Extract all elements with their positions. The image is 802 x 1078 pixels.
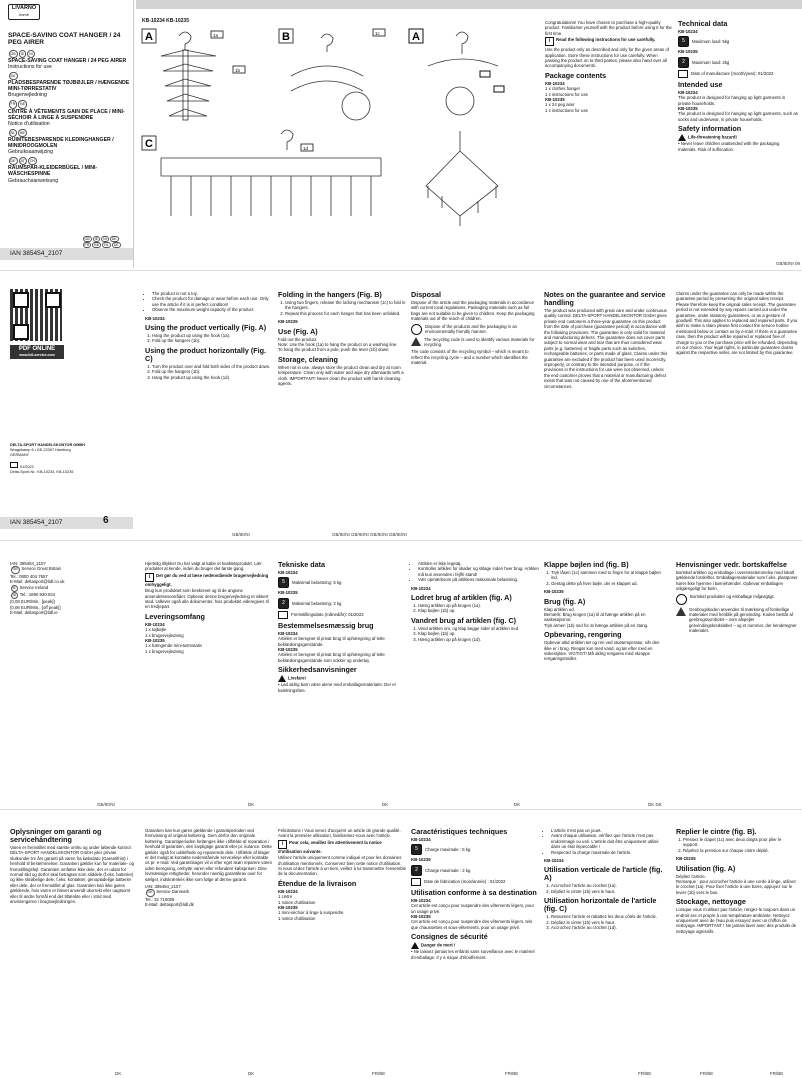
callout-1b: 1b (235, 68, 241, 73)
dk-vertical-title: Lodret brug af artiklen (fig. A) (411, 593, 512, 603)
cover-title-nl: RUIMTEBESPARENDE KLEDINGHANGER / MINIDROOGMOLEN (8, 136, 114, 150)
dk-tech-title: Tekniske data (278, 560, 326, 569)
band4-footer: DK (115, 1071, 122, 1076)
weight-icon: 2 (278, 598, 289, 609)
en-intro-p1: Congratulations! You have chosen to purchase a high-quality product. Familiarise yourself with the product before using it for the first time. (545, 20, 672, 36)
company-country: GERMANY (10, 453, 30, 457)
band4-footer: DK (248, 1071, 255, 1076)
pkg-item: 1 x instructions for use (545, 91, 588, 97)
dk-use-text: Artiklen er beregnet til privat brug til ophængning af lette beklædningsgenstande som sokker og undertøj. (278, 652, 385, 663)
pkg-item: 1 mini-séchoir à linge à suspendre (278, 910, 344, 916)
en-col-5 (544, 291, 668, 389)
never-leave-text: Lad aldrig børn være alene med emballagematerialet. Der er kvælningsfare. (278, 682, 397, 693)
fr-storage-text: Lorsque vous n'utilisez pas l'article, rangez-le toujours dans un endroit sec et propre à une température ambiante. Nettoyez uniquement avec de l'eau puis essuyez avec un chiffon de nettoyage. IMPORTANT ! Ne jamais laver avec des produits de nettoyage agressifs. (676, 907, 797, 934)
step: 3. Hæng artiklen op på krogen (1d). (418, 637, 539, 642)
use-model-1: KB-10234 (678, 89, 698, 95)
model-label: KB-10234 (411, 897, 431, 903)
band-en-instructions (0, 270, 802, 539)
step: 1. Hang the product up using the hook (1a). (152, 333, 273, 338)
delta-sport-number: Delta-Sport-Nr.: KB-10234, KB-10235 (10, 470, 74, 474)
fr-use-text: Cet article est conçu pour suspendre des vêtements légers, tels que chaussettes et sous-vêtements, pour un usage privé. (411, 919, 533, 930)
manufacture-date: Date de fabrication (mois/année) : 01/2022 (424, 879, 506, 885)
dk-folding-title: Klappe bøjlen ind (fig. B) (544, 560, 629, 569)
band3-footer: DK (514, 802, 521, 807)
storage-text: When not in use, always store the product clean and dry at room temperature. Clean only with water and wipe dry afterwards with a cloth. IMPORTANT! Never clean the product with harsh cleaning agents. (278, 364, 404, 387)
max-load: Charge maximale : 2 kg (425, 867, 471, 873)
fr-tech-title: Caractéristiques techniques (411, 827, 508, 836)
figure-a (142, 29, 245, 120)
fr-col-6 (676, 828, 798, 934)
service-gb: Service Great Britain (21, 566, 62, 572)
never-leave-text: Never leave children unattended with the packaging materials. Risk of suffocation. (678, 141, 780, 152)
fr-folding-title: Replier le cintre (fig. B). (676, 827, 757, 836)
step: 2. Fold up the hangers (1b). (152, 338, 273, 343)
safety-bullet: • Avant chaque utilisation, vérifiez que l'article n'est pas endommagé ou usé. L'article doit être uniquement utilisé dans un état impeccable ! (551, 833, 668, 849)
model-header: KB-10234 KB-10235 (142, 18, 189, 24)
hazard-text: Danger de mort ! (421, 942, 456, 948)
weight-icon: 5 (678, 36, 689, 47)
service-tel: Tel.: 0800 404 7657 (10, 573, 48, 579)
vertical-use-title: Using the product vertically (Fig. A) (145, 323, 267, 333)
model-label: KB-10234 (411, 837, 431, 842)
step: 2. Dépliez le cintre (1b) vers le haut. (551, 889, 668, 894)
model-label: KB-10235 (278, 319, 298, 325)
en-intro-p2: Use the product only as described and only for the given areas of application. Store these instructions for use carefully. When passing the product on to third parties, please also hand over all accompanying documents. (545, 47, 669, 69)
warning-icon (411, 942, 419, 949)
factory-icon (278, 611, 288, 619)
max-load: Maksimal belastning: 2 kg (292, 600, 342, 606)
dk-package-title: Leveringsomfang (145, 611, 205, 621)
safety-bullet: • L'article n'est pas un jouet. (551, 828, 668, 833)
livarno-logo (8, 4, 40, 20)
recycling-code-text: The recycling code is used to identify various materials for recycling. (424, 336, 535, 348)
guarantee-title: Notes on the guarantee and service handling (544, 290, 666, 307)
manufacture-date: Fremstillingsdato (måned/år): 01/2022 (291, 612, 364, 618)
pkg-item: 1 notice d'utilisation (278, 899, 316, 905)
pkg-item: KB-10234 (545, 80, 565, 86)
tech-data-column: Technical data KB-10234 5 Maximum load: 5kg KB-10235 2 Maximum load: 2kg Date of manufacture (month/year): 01/2022 Intended use KB-10234 The product is designed for hanging up light garments in private households. KB-10235 The product is designed for hanging up light garments, such as socks and underwear, in private households. Safety information Life-threatening hazard! • Never leave children unattended with the packaging materials. Risk of suffocation. (678, 19, 798, 152)
dk-intro: Hjertelig tillykke! Du har valgt at købe et kvalitetsprodukt. Lær produktet at kende, inden du bruger det første gang. (145, 561, 262, 572)
intended-use-title: Intended use (678, 79, 723, 89)
en-intro-column (545, 20, 673, 113)
recycling-code-icon (411, 337, 421, 346)
fr-use-p1: Dépliez l'article. (676, 873, 706, 879)
model-label: KB-10234 (544, 858, 564, 864)
fr-col-5 (544, 828, 668, 930)
step: 2. Klap bøjlen (1b) op. (418, 608, 539, 613)
callout-1c: 1c (375, 31, 380, 36)
dk-use-fig-title: Brug (fig. A) (544, 596, 586, 606)
pkg-item: KB-10235 (545, 97, 565, 103)
max-load: Charge maximale : 5 kg (425, 847, 471, 853)
fr-col-4: Caractéristiques techniques KB-10234 5 Charge maximale : 5 kg KB-10235 2 Charge maximale : 2 kg Date de fabrication (mois/année) : 01/2022 Utilisation conforme à sa destination KB-10234 Cet article est conçu pour suspendre des vêtements légers, pour un usage privé. KB-10235 Cet article est conçu pour suspendre des vêtements légers, tels que chaussettes et sous-vêtements, pour un usage privé. Consignes de sécurité Danger de mort ! • Ne laissez jamais les enfants sans surveillance avec le matériel d'emballage. Il y a risque d'étouffement. (411, 828, 539, 960)
service-column: IAN: 385454_2107 GB Service Great Britain Tel.: 0800 404 7657 E-Mail: deltasport@lidl.co.uk IE Service Ireland NI Tel.: 1890 930 034 (0,08 EUR/Min., [peak]) (0,06 EUR/Min., [off peak]) E-Mail: deltasport@lidl.ie (10, 561, 135, 616)
fig-b-label: B (282, 31, 290, 43)
step: 1. Hæng artiklen op på krogen (1a). (418, 603, 539, 608)
band4-footer: FR/BE (372, 1071, 386, 1076)
logo-sub: home (18, 12, 29, 17)
release-date: 01/2022 (20, 465, 34, 469)
fr-intro: Félicitations ! Vous venez d'acquérir un article de grande qualité. Avant la première utilisation, familiarisez-vous avec l'article. (278, 828, 401, 839)
step: 2. Klap bøjlen (1b) op. (418, 631, 539, 636)
tech-data-title: Technical data (678, 19, 728, 28)
model-label: KB-10235 (411, 857, 431, 863)
cover-main-title: SPACE-SAVING COAT HANGER / 24 PEG AIRER (8, 32, 121, 47)
safety-bullet: • Observe the maximum weight capacity of the product. (152, 307, 273, 312)
step: 1. Using two fingers, release the locking mechanism (1c) to fold in the hangers. (285, 300, 406, 311)
model-label: KB-10235 (411, 914, 431, 920)
pkg-item: 1 cintre (278, 894, 293, 900)
dk-guarantee-col-2: Garantien kan kun gøres gældende i garantiperioden ved fremvisning af original kvittering. Gem derfor den originale kvittering. Garantiperioden forlænges ikke i tilfælde af reparation i henhold til garantien, den lovpligtige garanti eller pr. kulance. Dette gælder også for udskiftede og reparerede dele. I tilfælde af klager er det muligt at kontakte nedenstående servicelinje eller kontakte os pr. e-mail. Ved garantisager vil vi efter eget skøn reparere varen uden beregning, ombytte varen eller refundere købsprisen. Dine lovmæssige rettigheder, herunder navnlig garantikrav over for sælger, indskrænkes ikke som følge af denne garanti. IAN: 385454_2107 DK Service Danmark Tel.: 32 710005 E-Mail: deltasport@lidl.dk (145, 828, 273, 908)
step: 1. Pressez le clapet (1c) avec deux doigts pour plier le support. (683, 837, 798, 848)
factory-icon (411, 878, 421, 886)
pdf-online-badge[interactable] (10, 345, 64, 359)
fr-use-text: Cet article est conçu pour suspendre des vêtements légers, pour un usage privé. (411, 903, 535, 914)
use-title: Use (Fig. A) (278, 326, 318, 336)
band4-footer: FR/BE (700, 1071, 714, 1076)
disposal-eco-text: Dispose of the products and the packaging in an environmentally friendly manner. (425, 323, 517, 335)
info-icon: i (145, 573, 154, 582)
guarantee-claims-text: Claims under the guarantee can only be made within the guarantee period by presenting the original sales receipt. Please therefore keep the original sales receipt. The guarantee period is not extended by any repairs carried out under the guarantee, under statutory guarantees, or as a gesture of goodwill. This also applies to replaced and repaired parts. If you wish to make a claim please first contact the service hotline mentioned below or contact us by e-mail. If there is a guarantee case, then the product will be repaired or replaced free of charge to you or the purchase price will be refunded, depending on our choice. Your legal rights, in particular guarantee claims against the respective seller, are not limited by this guarantee. (676, 291, 798, 356)
dk-col-6 (676, 561, 798, 636)
weight-icon: 5 (411, 844, 422, 855)
safety-title: Safety information (678, 124, 742, 134)
horizontal-use-title: Using the product horizontally (Fig. C) (145, 345, 266, 363)
safety-bullet: • Respectez la charge maximale de l'article. (551, 850, 668, 855)
fr-intro-2: Utilisez l'article uniquement comme indiqué et pour les domaines d'utilisation mentionnés. Conservez bien cette notice d'utilisation. Si vous cédez l'article à un tiers, veillez à lui transmettre l'ensemble de la documentation. (278, 855, 406, 877)
band1-header-bar (136, 0, 802, 9)
tech-model-2: KB-10235 (678, 49, 698, 55)
pkg-item: KB-10234 (145, 621, 165, 627)
fr-use-fig-title: Utilisation (fig. A) (676, 863, 736, 873)
en-col-3 (278, 291, 406, 386)
figure-c (142, 130, 381, 216)
dk-disposal-eco: Bortskaf produkter og emballage miljøvigtigt. (690, 593, 775, 599)
fr-horizontal-title: Utilisation horizontale de l'article (fig. C) (544, 896, 657, 914)
pkg-item: 1 x brugervejledning (145, 632, 184, 638)
step: 2. Repeat this process for each hanger that has been unfolded. (285, 311, 406, 316)
warning-icon (678, 134, 686, 141)
fig-a-label: A (145, 31, 153, 43)
dk-use-p1: Klap artiklen ud. (544, 606, 575, 612)
country-badges: GB IE NI DK FR BE NL DE (82, 236, 130, 254)
pkg-item: 1 x tøjbøjle (145, 627, 167, 633)
dk-use-text: Artiklen er beregnet til privat brug til ophængning af lette beklædningsgenstande. (278, 636, 385, 647)
step: 2. Gentag dette på hver bøjle, der er klappet ud. (551, 581, 668, 586)
step: 2. Répétez la pression sur chaque cintre déplié. (683, 848, 798, 853)
fig-a2-label: A (412, 31, 420, 43)
cover-title-gb: SPACE-SAVING COAT HANGER / 24 PEG AIRER (8, 57, 127, 64)
model-label: KB-10234 (278, 570, 298, 575)
dk-use-title: Bestemmelsesmæssig brug (278, 620, 374, 630)
model-label: KB-10235 (278, 590, 298, 596)
use-text-2: The product is designed for hanging up light garments, such as socks and underwear, in private households. (678, 111, 798, 122)
recycling-code-icon (676, 607, 686, 616)
dk-safety-title: Sikkerhedsanvisninger (278, 665, 357, 675)
recycle-icon (676, 594, 687, 605)
service-rate: (0,06 EUR/Min., [off peak]) (10, 604, 61, 610)
cover-titles: SPACE-SAVING COAT HANGER / 24 PEG AIRER GB IE NI SPACE-SAVING COAT HANGER / 24 PEG AIRER Instructions for use DK PLADSBESPARENDE TØJBØJLER / HÆNGENDE MINI-TØRRESTATIV Brugervejledning FR BE CINTRE À VÊTEMENTS GAIN DE PLACE / MINI-SÉCHOIR À LINGE À SUSPENDRE Notice d'utilisation NL BE RUIMTEBESPARENDE KLEDINGHANGER / MINIDROOGMOLEN Gebruiksaanwijzing DE AT CH RAUMSPAR-KLEIDERBÜGEL / MINI-WÄSCHESPINNE Gebrauchsanweisung (8, 32, 130, 184)
pkg-item: 1 x hængende mini-tørrestativ (145, 643, 203, 649)
cover-sub-de: Gebrauchsanweisung (8, 177, 59, 184)
safety-bullet: • Kontroller artiklen for skader og slitage inden hver brug. Artiklen må kun anvendes i fejlfri stand! (418, 566, 539, 577)
back-ian: IAN 385454_2107 (0, 517, 133, 529)
storage-title: Storage, cleaning (278, 354, 338, 364)
dk-mail: E-Mail: deltasport@lidl.dk (145, 902, 194, 908)
step: 2. Dépliez le cintre (1b) vers le haut. (551, 920, 668, 925)
warning-icon (278, 675, 286, 682)
hazard-text: Livsfare! (288, 675, 306, 681)
step: 2. Fold up the hangers (1b). (152, 369, 273, 374)
dk-guarantee-col (10, 828, 136, 904)
package-contents-title: Package contents (545, 70, 607, 80)
cover-sub-fr: Notice d'utilisation (8, 120, 50, 127)
step: 1. Accrochez l'article au crochet (1a). (551, 883, 668, 888)
guarantee-text: The product was produced with great care and under continuous quality control. DELTA-SPORT HANDELSKONTOR GmbH gives private end customers a three-year guarantee on this product from the date of purchase (guarantee period) in accordance with the following provisions. The guarantee is only valid for material and manufacturing defects. The guarantee does not cover parts subject to normal wear and tear that are thus considered wear parts (e.g. batteries) or fragile parts such as switches, rechargeable batteries, or parts made of glass. Claims under this guarantee are excluded if the product has been used incorrectly, improperly, or contrary to the intended purpose, or if the provisions in the instructions for use were not observed, unless the end customer proves that a material or manufacturing defect exists that was not caused by one of the aforementioned circumstances. (544, 308, 668, 389)
model-label: KB-10234 (145, 315, 165, 321)
band4-footer: FR/BE (770, 1071, 784, 1076)
cover-panel (0, 0, 134, 268)
cover-sub-dk: Brugervejledning (8, 92, 47, 99)
use-note: Note: Use the hook (1a) to hang the product on a washing line. (278, 342, 398, 348)
dk-col-5 (544, 561, 668, 662)
step: 1. Turn the product over and fold both sides of the product down. (152, 364, 273, 369)
cover-title-dk: PLADSBESPARENDE TØJBØJLER / HÆNGENDE MINI-TØRRESTATIV (8, 80, 130, 93)
dk-storage-text: Opbevar altid artiklen tør og ren ved stuetemperatur, når den ikke er i brug. Rengør kun med vand, og tør efter med en viskestykke. VIGTIGT! Må aldrig rengøres med skrappe rengøringsmidler. (544, 640, 660, 662)
service-ie: Service Ireland (19, 584, 49, 590)
step: 1. Tryk låsen (1c) sammen med to fingre for at klappe bøjlen ind. (551, 570, 668, 581)
fr-package-title: Étendue de la livraison (278, 878, 357, 888)
band3-footer: DK (382, 802, 389, 807)
band3-footer: DK (248, 802, 255, 807)
pdf-online-label: PDF ONLINE (18, 346, 56, 352)
manufacture-date: Date of manufacture (month/year): 01/2022 (691, 71, 774, 77)
max-load-2: Maximum load: 2kg (692, 59, 730, 65)
band4-footer: FR/BE (505, 1071, 519, 1076)
pkg-item: 1 x instructions for use (545, 107, 588, 113)
dk-horizontal-title: Vandret brug af artiklen (fig. C) (411, 615, 517, 625)
info-icon: i (278, 840, 287, 849)
max-load: Maksimal belastning: 5 kg (292, 580, 342, 586)
safety-bullet: • The product is not a toy. (152, 291, 273, 296)
service-rate: (0,08 EUR/Min., [peak]) (10, 599, 55, 605)
model-label: KB-10235 (544, 589, 564, 595)
weight-icon: 2 (678, 57, 689, 68)
pkg-item: 1 x 24 peg airer (545, 102, 575, 108)
band2-footer: GB/IE/NI GB/IE/NI GB/IE/NI GB/IE/NI (332, 532, 407, 537)
en-col-2 (145, 291, 273, 380)
dk-use-note: Bemærk: Brug krogen (1a) til at hænge artiklen på en vasketøjssnor. (544, 612, 646, 623)
company-block (10, 443, 120, 475)
en-intro-bold: Read the following instructions for use carefully. (556, 37, 656, 43)
page-number: 6 (103, 515, 109, 526)
cover-sub-nl: Gebruiksaanwijzing (8, 149, 53, 156)
hazard-text: Life-threatening hazard! (688, 134, 737, 140)
weight-icon: 5 (278, 577, 289, 588)
use-pole-text: To hang the product from a pole, push the lever (1b) down. (278, 347, 390, 353)
step: 3. Hang the product up using the hook (1d). (152, 375, 273, 380)
band4-footer: FR/BE (638, 1071, 652, 1076)
company-address: Wragekamp 6 • DE-22397 Hamburg (10, 448, 71, 452)
dk-disposal-title: Henvisninger vedr. bortskaffelse (676, 560, 788, 569)
max-load-1: Maximum load: 5kg (692, 39, 730, 45)
model-label: KB-10235 (676, 856, 696, 862)
callout-1a: 1a (213, 33, 219, 38)
model-label: KB-10235 (278, 647, 298, 653)
recycle-icon (411, 324, 422, 335)
safety-bullet: • Artiklen er ikke legetøj. (418, 561, 539, 566)
fr-col-3 (278, 828, 406, 921)
band2-footer: GB/IE/NI (232, 532, 250, 537)
fig-c-label: C (145, 138, 153, 150)
en-col-4 (411, 291, 539, 366)
fr-storage-title: Stockage, nettoyage (676, 897, 746, 907)
dk-ian: IAN: 385454_2107 (145, 884, 181, 890)
dk-tel: Tel.: 32 710005 (145, 896, 175, 902)
callout-1d: 1d (303, 146, 309, 151)
dk-guarantee-text-2: Garantien kan kun gøres gældende i garantiperioden ved fremvisning af original kvittering. Gem derfor den originale kvittering. Garantiperioden forlænges ikke i tilfælde af reparation i henhold til garantien, den lovpligtige garanti eller pr. kulance. Dette gælder også for udskiftede og reparerede dele. I tilfælde af klager er det muligt at kontakte nedenstående servicelinje eller kontakte os pr. e-mail. Ved garantisager vil vi efter eget skøn reparere varen uden beregning, ombytte varen eller refundere købsprisen. Dine lovmæssige rettigheder, herunder navnlig garantikrav over for sælger, indskrænkes ikke som følge af denne garanti. (145, 828, 273, 882)
safety-bullet: • Check the product for damage or wear before each use. Only use the article if it is in perfect condition! (152, 296, 273, 307)
pkg-item: KB-10235 (145, 638, 165, 644)
dk-guarantee-title: Oplysninger om garanti og servicehåndtering (10, 827, 102, 844)
figure-a-airer (408, 26, 538, 251)
dk-intro-2: Brug kun produktet som beskrevet og til de angivne anvendelsesområder. Opbevar denne brugervejledning et sikkert sted. Udlever også alle dokumenter, hvis produktet videregives til en tredjepart. (145, 588, 269, 610)
cover-title-de: RAUMSPAR-KLEIDERBÜGEL / MINI-WÄSCHESPINNE (8, 165, 98, 178)
dk-use-p2: Tryk armen (1b) ned for at hænge artiklen på en stang. (544, 622, 649, 628)
fr-safety-title: Consignes de sécurité (411, 932, 488, 942)
dk-intro-bold: Det gør du ved at læse nedenstående brugervejledning omhyggeligt. (145, 572, 269, 587)
weight-icon: 2 (411, 865, 422, 876)
en-col-6 (676, 291, 798, 356)
dk-service: Service Danmark (156, 889, 190, 895)
service-ian: IAN: 385454_2107 (10, 561, 46, 566)
band-dk-instructions (0, 540, 802, 809)
pkg-item: KB-10234 (278, 888, 298, 894)
dk-col-3: Tekniske data KB-10234 5 Maksimal belastning: 5 kg KB-10235 2 Maksimal belastning: 2 kg Fremstillingsdato (måned/år): 01/2022 Bestemmelsesmæssig brug KB-10234 Artiklen er beregnet til privat brug til ophængning af lette beklædningsgenstande. KB-10235 Artiklen er beregnet til privat brug til ophængning af lette beklædningsgenstande som sokker og undertøj. Sikkerhedsanvisninger Livsfare! • Lad aldrig børn være alene med emballagematerialet. Der er kvælningsfare. (278, 561, 406, 693)
band1-footer: GB/IE/NI 08 (775, 261, 800, 266)
step: 3. Accrochez l'article au crochet (1d). (551, 925, 668, 930)
fr-intro-bold: Pour cela, veuillez lire attentivement la notice d'utilisation suivante. (278, 839, 382, 854)
pkg-item: 1 notice d'utilisation (278, 915, 316, 921)
company-name: DELTA-SPORT HANDELSKONTOR GMBH (10, 443, 85, 447)
figure-b (279, 29, 385, 120)
band-cover (0, 0, 802, 268)
disposal-text: Dispose of the article and the packaging materials in accordance with current local regulations. Packaging materials such as foil bags are not suitable to be given to children. Keep the packaging materials out of the reach of children. (411, 300, 535, 322)
service-mail: E-Mail: deltasport@lidl.co.uk (10, 579, 65, 585)
use-model-2: KB-10235 (678, 106, 698, 112)
use-text: Fold out the product. (278, 336, 318, 342)
fr-vertical-title: Utilisation verticale de l'article (fig. A) (544, 865, 663, 883)
model-label: KB-10234 (278, 630, 298, 636)
disposal-title: Disposal (411, 290, 441, 299)
dk-col-4 (411, 561, 539, 642)
band3-footer: GB/IE/NI (97, 802, 115, 807)
info-icon: i (545, 37, 554, 46)
pkg-item: KB-10235 (278, 905, 298, 911)
factory-icon (678, 70, 688, 78)
cover-title-fr: CINTRE À VÊTEMENTS GAIN DE PLACE / MINI-SÉCHOIR À LINGE À SUSPENDRE (8, 108, 125, 121)
tech-model-1: KB-10234 (678, 29, 698, 34)
dk-storage-title: Opbevaring, rengøring (544, 630, 622, 640)
fr-use-note: Remarque : pour accrocher l'article à une corde à linge, utilisez le crochet (1a). Pour fixer l'article à une barre, appuyez sur le levier (1b) vers le bas. (676, 879, 797, 895)
figure-panels (141, 26, 406, 251)
cover-ian: IAN 385454_2107 (0, 248, 133, 260)
dk-guarantee-text: Varen er fremstillet med største omhu og under løbende kontrol. DELTA-SPORT HANDELSKONTOR GmbH yder private slutkunder tre års garanti på varen fra købsdato (Garantifrist) i henhold til bestemmelser. Garantien gælder kun for materiale- og fremstillingsfejl. Garantien omfatter ikke dele, der er udsat for normal slid og derfor skal betragtes som sliddele (f.eks. batterier) og ikke skrøbelige dele, f.eks. kontakter, genopladelige batterier eller dele, der er fremstillet af glas. Garantien kan ikke gøres gældende, hvis varen er blevet anvendt ukorrekt eller uagtsomt eller til andre formål end det tiltænkte eller i strid med anvisningerne i brugsvejledningen. (10, 845, 134, 905)
qr-code (10, 289, 62, 341)
dk-disposal-text: Bortskaf artiklen og emballage i overensstemmelse med lokalt gældende forskrifter. Emballagematerialer som f.eks. plastposer hører ikke hjemme i børnehænder. Opbevar emballagen utilgængeligt for børn. (676, 570, 798, 592)
folding-title: Folding in the hangers (Fig. B) (278, 290, 382, 299)
step: 1. Vend artiklen om, og klap begge sider af artiklen ned. (418, 626, 539, 631)
never-leave-text: Ne laissez jamais les enfants sans surveillance avec le matériel d'emballage. Il y a risque d'étouffement. (411, 949, 535, 960)
band-dk-fr-instructions (0, 809, 802, 1078)
logo-text: LIVARNO (11, 5, 37, 11)
band3-footer: DK DK (648, 802, 662, 807)
date-icon (10, 462, 18, 468)
model-label: KB-10234 (411, 585, 431, 591)
step: 1. Retournez l'article et rabattez les deux côtés de l'article. (551, 914, 668, 919)
service-mail: E-Mail: deltasport@lidl.ie (10, 610, 58, 616)
safety-bullet: • Vær opmærksom på artiklens maksimale belastning. (418, 577, 539, 582)
dk-col-2 (145, 561, 273, 654)
dk-recycling-code: Genbrugskoden anvendes til mærkning af forskellige materialer med henblik på genvinding. Koden består af genbrugssymbolet – som afspejler genvindingskredsløbet – og et nummer, der kendetegner materialet. (689, 606, 797, 634)
service-tel: Tel.: 1890 930 034 (19, 592, 56, 598)
pdf-online-url: www.lidl-service.com (19, 353, 55, 357)
fr-use-title: Utilisation conforme à sa destination (411, 887, 537, 897)
pkg-item: 1 x brugervejledning (145, 648, 184, 654)
recycling-code-desc: The code consists of the recycling symbol – which is meant to reflect the recycling cycle – and a number which identifies the material. (411, 349, 529, 366)
pkg-item: 1 x clothes hanger (545, 86, 581, 92)
use-text-1: The product is designed for hanging up light garments in private households. (678, 95, 786, 106)
cover-sub-gb: Instructions for use (8, 64, 52, 70)
